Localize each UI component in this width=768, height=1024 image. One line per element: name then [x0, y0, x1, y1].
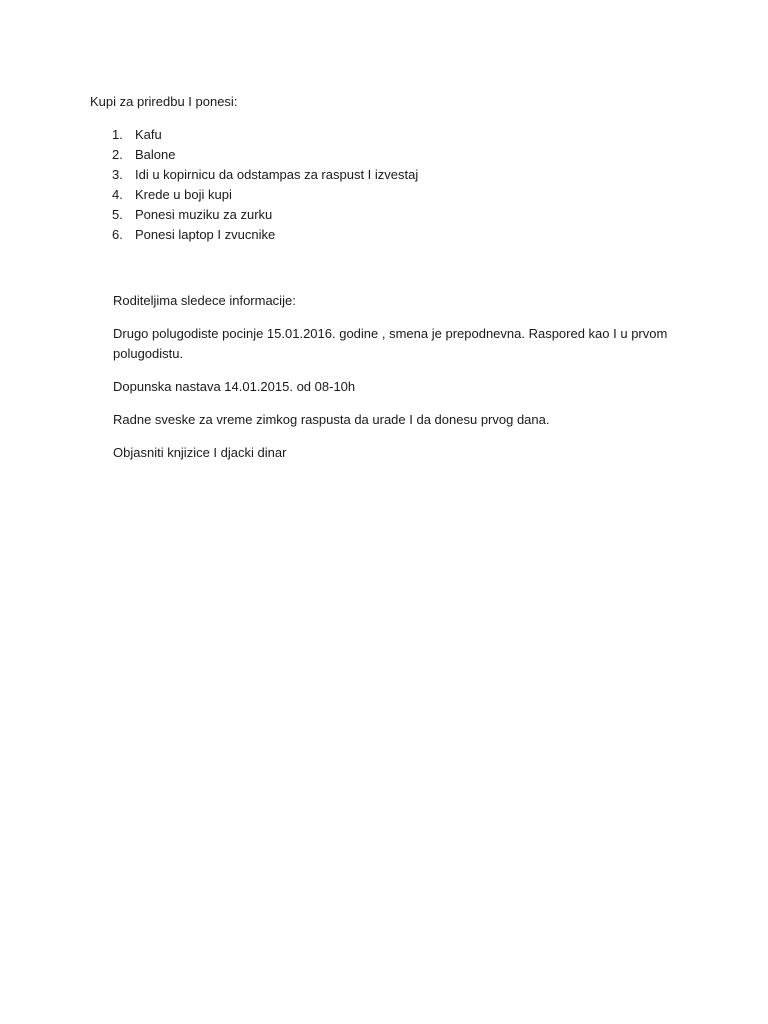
list-item [112, 185, 418, 205]
list-item [112, 125, 418, 145]
list-item-text: Krede u boji kupi [135, 187, 232, 202]
info-paragraph: Radne sveske za vreme zimkog raspusta da urade I da donesu prvog dana. [113, 412, 550, 427]
list-item-text: Kafu [135, 127, 162, 142]
list-item-text: Idi u kopirnicu da odstampas za raspust I izvestaj [135, 167, 419, 182]
list-number: 5. [112, 207, 123, 222]
todo-list [112, 125, 418, 245]
list-number: 2. [112, 147, 123, 162]
list-item-text: Ponesi muziku za zurku [135, 207, 273, 222]
list-item [112, 205, 418, 225]
shopping-heading: Kupi za priredbu I ponesi: [90, 94, 238, 109]
info-heading: Roditeljima sledece informacije: [113, 293, 296, 308]
list-item [112, 145, 418, 165]
list-number: 4. [112, 187, 123, 202]
list-item [112, 225, 418, 245]
list-item-text: Ponesi laptop I zvucnike [135, 227, 276, 242]
info-paragraph: Drugo polugodiste pocinje 15.01.2016. godine , smena je prepodnevna. Raspored kao I u prvom polugodistu. [113, 326, 668, 361]
info-paragraph: Objasniti knjizice I djacki dinar [113, 445, 287, 460]
info-paragraph: Dopunska nastava 14.01.2015. od 08-10h [113, 379, 356, 394]
list-number: 3. [112, 167, 123, 182]
parent-info-section [113, 291, 673, 476]
list-number: 1. [112, 127, 123, 142]
list-number: 6. [112, 227, 123, 242]
list-item-text: Balone [135, 147, 176, 162]
list-item [112, 165, 418, 185]
